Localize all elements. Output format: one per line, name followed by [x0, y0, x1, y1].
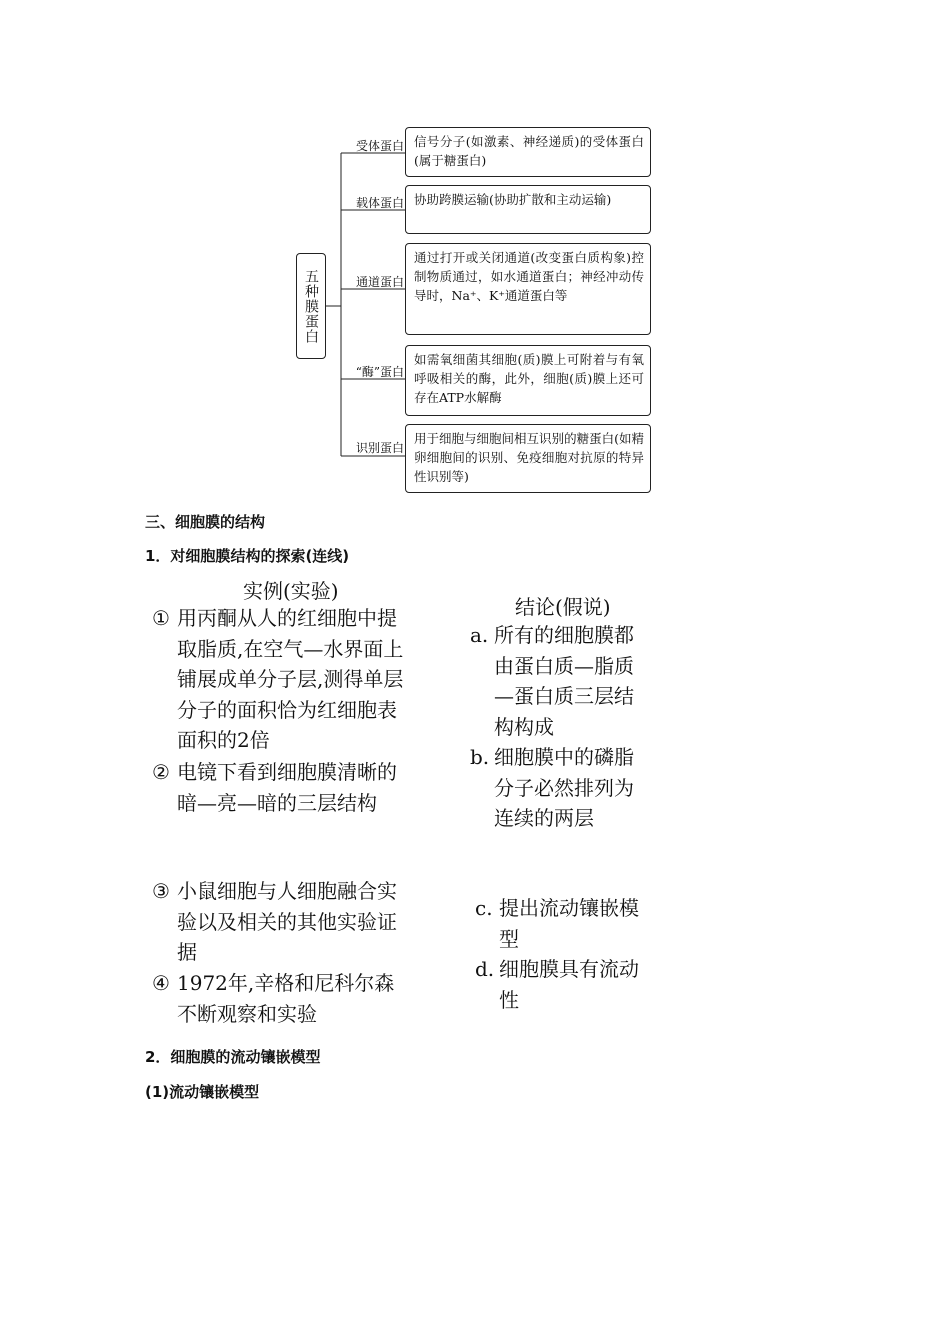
example-text: 1972年,辛格和尼科尔森不断观察和实验 [177, 971, 395, 1026]
branch-desc-carrier: 协助跨膜运输(协助扩散和主动运输) [405, 185, 651, 234]
conclusion-item-a [470, 620, 650, 742]
branch-label-recognition: 识别蛋白 [355, 441, 404, 455]
conclusions-column-title: 结论(假说) [515, 595, 611, 619]
example-item-2 [152, 757, 410, 818]
branch-label-receptor: 受体蛋白 [355, 139, 404, 153]
conclusion-text: 所有的细胞膜都由蛋白质—脂质—蛋白质三层结构构成 [494, 623, 634, 739]
example-text: 小鼠细胞与人细胞融合实验以及相关的其他实验证据 [177, 879, 397, 964]
example-item-1 [152, 603, 410, 756]
diagram-root-box [296, 253, 326, 359]
conclusion-text: 提出流动镶嵌模型 [499, 896, 639, 951]
example-number: ② [152, 760, 170, 784]
subsection-2-title: 2．细胞膜的流动镶嵌模型 [145, 1048, 321, 1066]
conclusion-letter: a. [470, 623, 489, 647]
branch-desc-receptor: 信号分子(如激素、神经递质)的受体蛋白(属于糖蛋白) [405, 127, 651, 177]
conclusion-item-c [475, 893, 655, 954]
conclusion-letter: d. [475, 957, 495, 981]
example-number: ④ [152, 971, 170, 995]
conclusion-text: 细胞膜具有流动性 [499, 957, 639, 1012]
conclusion-text: 细胞膜中的磷脂分子必然排列为连续的两层 [494, 745, 634, 830]
conclusion-letter: c. [475, 896, 493, 920]
examples-column-title: 实例(实验) [243, 579, 339, 603]
conclusion-item-d [475, 954, 655, 1015]
example-item-4 [152, 968, 410, 1029]
section-title: 三、细胞膜的结构 [145, 513, 266, 531]
branch-label-enzyme: “酶”蛋白 [355, 365, 404, 379]
branch-label-channel: 通道蛋白 [355, 275, 404, 289]
conclusion-item-b [470, 742, 650, 834]
branch-desc-recognition: 用于细胞与细胞间相互识别的糖蛋白(如精卵细胞间的识别、免疫细胞对抗原的特异性识别等) [405, 424, 651, 493]
conclusion-letter: b. [470, 745, 490, 769]
branch-desc-channel: 通过打开或关闭通道(改变蛋白质构象)控制物质通过，如水通道蛋白；神经冲动传导时，Na⁺、K⁺通道蛋白等 [405, 243, 651, 335]
subsection-1-title: 1．对细胞膜结构的探索(连线) [145, 547, 350, 565]
branch-desc-enzyme: 如需氧细菌其细胞(质)膜上可附着与有氧呼吸相关的酶，此外，细胞(质)膜上还可存在ATP水解酶 [405, 345, 651, 416]
example-number: ① [152, 606, 170, 630]
branch-label-carrier: 载体蛋白 [355, 196, 404, 210]
subsection-2-1-title: (1)流动镶嵌模型 [145, 1083, 260, 1101]
example-text: 电镜下看到细胞膜清晰的暗—亮—暗的三层结构 [177, 760, 397, 815]
example-text: 用丙酮从人的红细胞中提取脂质,在空气—水界面上铺展成单分子层,测得单层分子的面积恰为红细胞表面积的2倍 [177, 606, 404, 752]
example-number: ③ [152, 879, 170, 903]
diagram-root-label: 五种膜蛋白 [303, 268, 319, 344]
example-item-3 [152, 876, 410, 968]
